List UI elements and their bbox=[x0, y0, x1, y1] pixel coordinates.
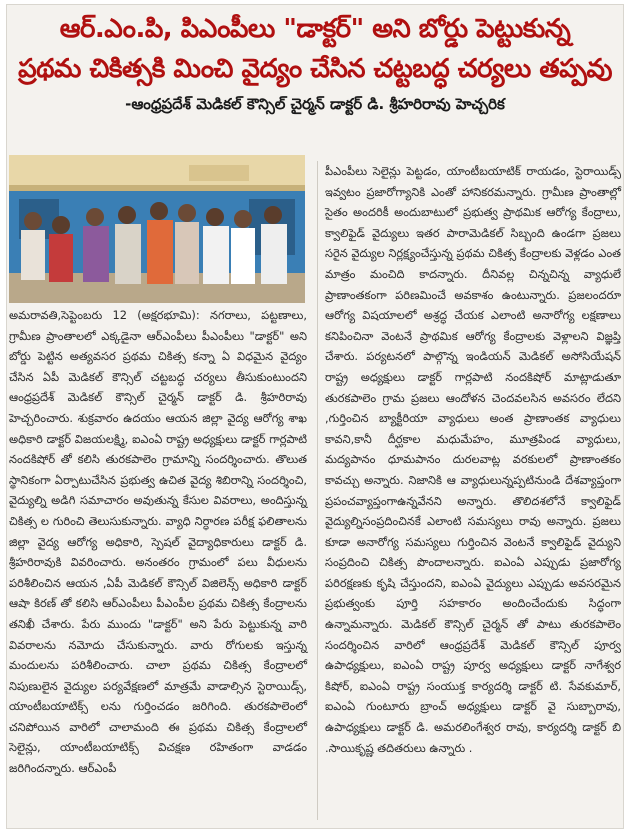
news-photo bbox=[9, 155, 305, 303]
article-columns bbox=[7, 155, 623, 828]
left-column bbox=[9, 155, 309, 828]
group-photo-icon bbox=[9, 155, 305, 303]
subheadline: -ఆంధ్రప్రదేశ్ మెడికల్ కౌన్సిల్ చైర్మన్ డాక్టర్ డి. శ్రీహరిరావు హెచ్చరిక bbox=[125, 95, 505, 113]
article-body-right: పీఎంపీలు సెలైన్లు పెట్టడం, యాంటీబయాటిక్ రాయడం, స్టెరాయిడ్స్ ఇవ్వటం ప్రజారోగ్యానికి ఎంతో హానికరమన్నారు. గ్రామీణ ప్రాంతాల్లో సైతం అందరికీ అందుబాటులో ప్రభుత్వ ప్రాథమిక ఆరోగ్య కేంద్రాలు, క్వాలిఫైడ్ వైద్యులు ఇతర పారామెడికల్ సిబ్బంది ఉండగా ప్రజలు సరైన వైద్యుల నిర్లక్ష్యంచేస్తున్న ప్రథమ చికిత్స కేంద్రాలకు వెళ్లడం ఎంత మాత్రం మంచిది కాదన్నారు. దీనివల్ల చిన్నచిన్న వ్యాధులే ప్రాణాంతకంగా పరిణమించే అవకాశం ఉంటున్నారు. ప్రజలందరూ ఆరోగ్య విషయాలలో అశ్రద్ధ చేయక ఎలాంటి అనారోగ్య లక్షణాలు కనిపించినా వెంటనే ప్రాథమిక ఆరోగ్య కేంద్రాలకు వెళ్లాలని విజ్ఞప్తి చేశారు. పర్యటనలో పాల్గొన్న ఇండియన్ మెడికల్ అసోసియేషన్ రాష్ట్ర అధ్యక్షులు డాక్టర్ గార్లపాటి నందకిషోర్ మాట్లాడుతూ తురకపాలెం గ్రామ ప్రజలు ఆందోళన చెందవలసిన అవసరం లేదని ,గుర్తించిన బ్యాక్టీరియా వ్యాధులు అంత ప్రాణాంతక వ్యాధులు కావని,కానీ దీర్ఘకాల మధుమేహం, మూత్రపిండ వ్యాధులు, మద్యపానం ధూమపానం దురలవాట్ల వరకులలో ప్రాణాంతకం కావచ్చు అన్నారు. నిజానికి ఆ వ్యాధులున్నప్పటినుండి దేశవ్యాప్తంగా ప్రపంచవ్యాప్తంగాఉన్నవేనని అన్నారు. తొలిదశలోనే క్వాలిఫైడ్ వైద్యుల్నిసంప్రదించినకే ఎలాంటి సమస్యలు రావు అన్నారు. ప్రజలు కూడా అనారోగ్య సమస్యలు గుర్తించిన వెంటనే క్వాలిఫైడ్ వైద్యుని సంప్రదించి చికిత్స పొందాలన్నారు. ఐఎంఏ ఎప్పుడు ప్రజారోగ్య పరిరక్షణకు కృషి చేస్తుందని, ఐఎంఏ వైద్యులు ఎప్పుడు అవసరమైన ప్రభుత్వంకు పూర్తి సహకారం అందించేందుకు సిద్ధంగా ఉన్నామన్నారు. మెడికల్ కౌన్సిల్ చైర్మన్ తో పాటు తురకపాలెం సందర్శించిన వారిలో ఆంధ్రప్రదేశ్ మెడికల్ కౌన్సిల్ పూర్వ ఉపాధ్యక్షులు, ఐఎంఏ రాష్ట్ర పూర్వ అధ్యక్షులు డాక్టర్ నాగేశ్వర కిషోర్, ఐఎంఏ రాష్ట్ర సంయుక్త కార్యదర్శి డాక్టర్ టి. సేవకుమార్, ఐఎంఏ గుంటూరు బ్రాంచ్ అధ్యక్షులు డాక్టర్ వై సుబ్బారావు, ఉపాధ్యక్షులు డాక్టర్ డి. అమరలింగేశ్వర రావు, కార్యదర్శి డాక్టర్ బి .సాయికృష్ణ తదితరులు ఉన్నారు . bbox=[325, 164, 621, 755]
article-body-left-text: నగరాలు, పట్టణాలు, గ్రామీణ ప్రాంతాలలో ఎక్కడైనా ఆర్ఎంపీలు పీఎంపీలు "డాక్టర్" అని బోర్డు పెట్టిన అత్యవసర ప్రథమ చికిత్స కన్నా ఏ విధమైన వైద్యం చేసిన ఏపీ మెడికల్ కౌన్సిల్ చట్టబద్ధ చర్యలు తీసుకుంటుందని ఆంధ్రప్రదేశ్ మెడికల్ కౌన్సిల్ చైర్మన్ డాక్టర్ డి. శ్రీహరిరావు హెచ్చరించారు. శుక్రవారం ఉదయం ఆయన జిల్లా వైద్య ఆరోగ్య శాఖ అధికారి డాక్టర్ విజయలక్ష్మి, ఐఎంఏ రాష్ట్ర అధ్యక్షులు డాక్టర్ గార్లపాటి నందకిషోర్ తో కలిసి తురకపాలెం గ్రామాన్ని సందర్శించారు. తొలుత స్థానికంగా ఏర్పాటుచేసిన ప్రభుత్వ ఉచిత వైద్య శిబిరాన్ని సందర్శించి, వైద్యుల్ని అడిగి సమాచారం అవుతున్న కేసుల వివరాలు, అందిస్తున్న చికిత్స ల గురించి తెలుసుకున్నారు. వ్యాధి నిర్ధారణ పరీక్ష ఫలితాలను జిల్లా వైద్య ఆరోగ్య అధికారి, స్పెషల్ వైద్యాధికారులు డాక్టర్ డి. శ్రీహరిరావుకి వివరించారు. అనంతరం గ్రామంలో పలు వీధులను పరిశీలించిన ఆయన ,ఏపీ మెడికల్ కౌన్సిల్ విజిలెన్స్ అధికారి డాక్టర్ ఆషా కిరణ్ తో కలిసి ఆర్ఎంపీలు పీఎంపీల ప్రథమ చికిత్స కేంద్రాలను తనిఖీ చేశారు. పేరు ముందు "డాక్టర్" అని పేరు పెట్టుకున్న వారి వివరాలను నమోదు చేసుకున్నారు. వారు రోగులకు ఇస్తున్న మందులను పరిశీలించారు. చాలా ప్రథమ చికిత్స కేంద్రాలలో నిపుణులైన వైద్యుల పర్యవేక్షణలో మాత్రమే వాడాల్సిన స్టెరాయిడ్స్, యాంటీబయాటిక్స్ లను గుర్తించడం జరిగింది. తురకపాలెంలో చనిపోయిన వారిలో చాలామంది ఈ ప్రథమ చికిత్స కేంద్రాలలో సెలైన్లు, యాంటీబయాటిక్స్ విచక్షణ రహితంగా వాడడం జరిగిందన్నారు. ఆర్ఎంపీ bbox=[9, 308, 307, 776]
headline-line-1: ఆర్.ఎం.పి, పిఎంపీలు "డాక్టర్" అని బోర్డు పెట్టుకున్న bbox=[59, 14, 571, 44]
dateline: అమరావతి,సెప్టెంబరు 12 (అక్షరభూమి): bbox=[9, 308, 200, 322]
article-body-left bbox=[9, 305, 309, 779]
column-divider bbox=[317, 161, 318, 820]
headline-line-2: ప్రథమ చికిత్సకి మించి వైద్యం చేసిన చట్టబద్ధ చర్యలు తప్పవు bbox=[18, 54, 612, 84]
right-column bbox=[325, 161, 621, 828]
newspaper-clipping bbox=[6, 4, 624, 829]
